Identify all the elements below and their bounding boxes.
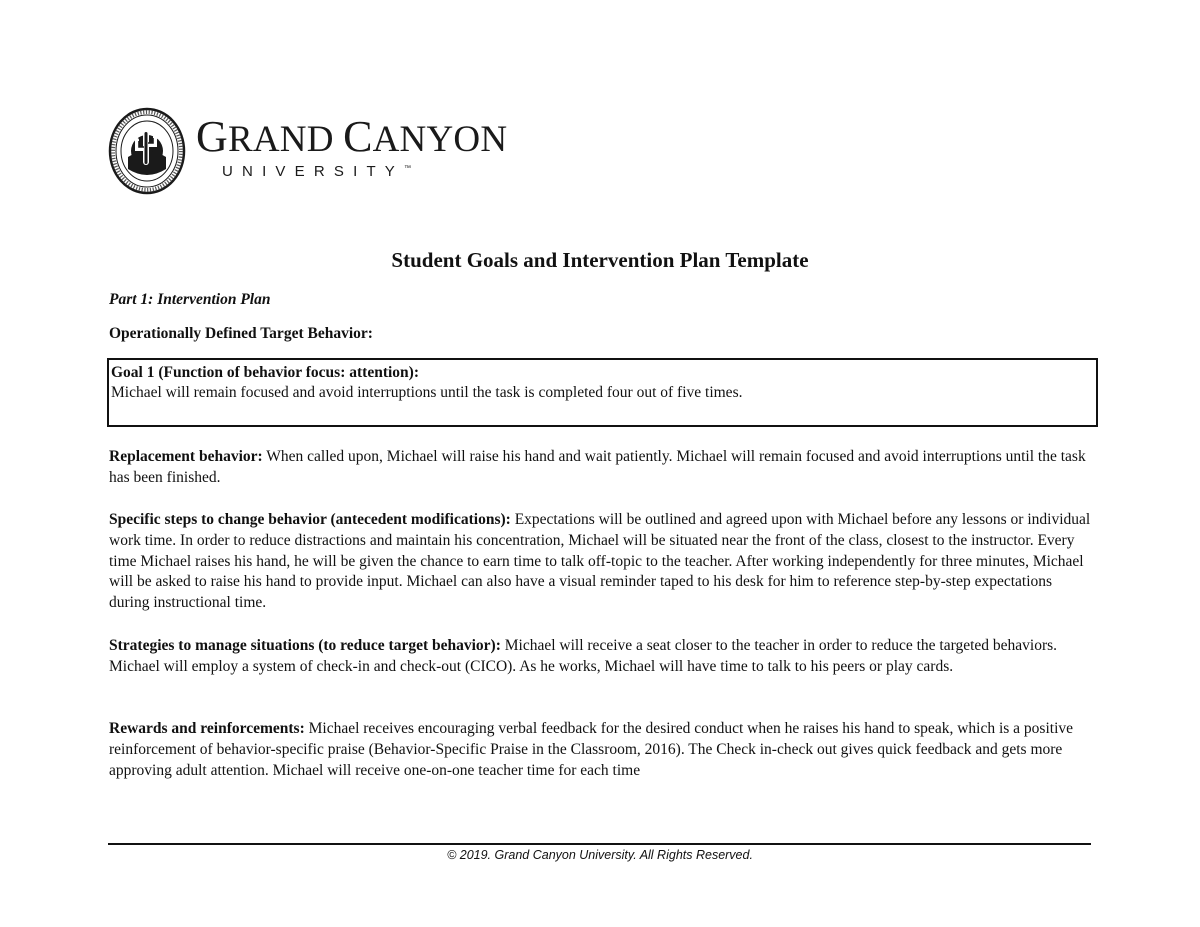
section-label: Strategies to manage situations (to reduce target behavior): [109,637,501,654]
wordmark-university: UNIVERSITY™ [222,163,412,180]
rewards-paragraph [109,719,1094,781]
university-wordmark [196,112,508,181]
wordmark-name: GRAND CANYON [196,112,508,161]
section-label: Specific steps to change behavior (antecedent modifications): [109,511,511,528]
operational-heading: Operationally Defined Target Behavior: [109,325,373,342]
part-heading: Part 1: Intervention Plan [109,291,271,308]
strategies-paragraph [109,636,1094,678]
footer-copyright: © 2019. Grand Canyon University. All Rights Reserved. [447,848,753,862]
university-logo [108,107,507,195]
goal-text: Michael will remain focused and avoid interruptions until the task is completed four out of five times. [111,384,743,401]
section-text: Michael will receive a seat closer to the teacher in order to reduce the targeted behaviors. Michael will employ a system of check-in and check-out (CICO). As he works, Michael will have time to talk to his peers or play cards. [109,637,1058,675]
footer-divider [108,843,1091,845]
section-text: Expectations will be outlined and agreed upon with Michael before any lessons or individual work time. In order to reduce distractions and maintain his concentration, Michael will be situated near the front of the class, closest to the instructor. Every time Michael raises his hand, he will be given the chance to earn time to talk off-topic to the teacher. After working independently for three minutes, Michael will be asked to raise his hand to provide input. Michael can also have a visual reminder taped to his desk for him to reference step-by-step expectations during instructional time. [109,511,1091,612]
goal-box [107,358,1098,427]
section-text: Michael receives encouraging verbal feedback for the desired conduct when he raises his hand to speak, which is a positive reinforcement of behavior-specific praise (Behavior-Specific Praise in the Classroom, 2016). The Check in-check out gives quick feedback and gets more approving adult attention. Michael will receive one-on-one teacher time for each time [109,720,1073,779]
replacement-behavior-paragraph [109,447,1094,489]
section-text: When called upon, Michael will raise his hand and wait patiently. Michael will remain focused and avoid interruptions until the task has been finished. [109,448,1086,486]
section-label: Rewards and reinforcements: [109,720,305,737]
document-title: Student Goals and Intervention Plan Template [391,248,809,272]
specific-steps-paragraph [109,510,1094,614]
university-seal-icon [108,107,186,195]
goal-heading: Goal 1 (Function of behavior focus: attention): [111,364,419,381]
section-label: Replacement behavior: [109,448,263,465]
